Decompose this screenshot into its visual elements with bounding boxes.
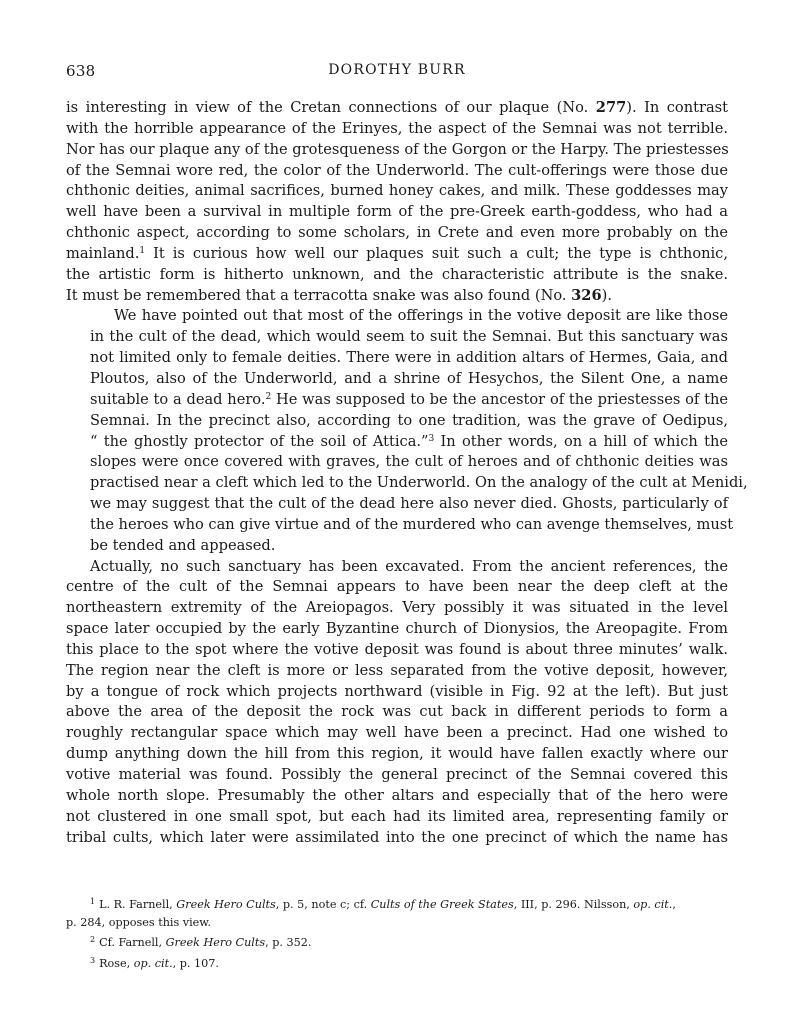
page-header	[66, 62, 728, 84]
footnotes	[66, 893, 728, 972]
text-line: well have been a survival in multiple form of the pre-Greek earth-goddess, who had a	[66, 203, 728, 221]
footnote-1-continued: p. 284, opposes this view.	[66, 915, 212, 929]
text-line: dump anything down the hill from this region, it would have fallen exactly where our	[66, 745, 728, 763]
text-line: Nor has our plaque any of the grotesqueness of the Gorgon or the Harpy. The priestesses	[66, 140, 729, 158]
text-line: this place to the spot where the votive deposit was found is about three minutes’ walk.	[66, 640, 728, 658]
text-line: Actually, no such sanctuary has been excavated. From the ancient references, the	[90, 557, 728, 575]
text-line: northeastern extremity of the Areiopagos. Very possibly it was situated in the level	[66, 599, 728, 617]
text-line: mainland.$^1$ It is curious how well our plaques suit such a cult; the type is chthonic,	[66, 244, 728, 262]
footnote-ref[interactable]: 3	[428, 433, 435, 444]
footnote-2: $^2$ Cf. Farnell, Greek Hero Cults, p. 352.	[90, 935, 312, 949]
footnote-1: $^1$ L. R. Farnell, Greek Hero Cults, p. 5, note c; cf. Cults of the Greek States, III, p. 296. Nilsson, op. cit.,	[90, 897, 676, 911]
text-line: practised near a cleft which led to the Underworld. On the analogy of the cult at Menidi,	[90, 474, 748, 492]
text-line: we may suggest that the cult of the dead here also never died. Ghosts, particularly of	[90, 495, 728, 513]
text-line: not limited only to female deities. There were in addition altars of Hermes, Gaia, and	[90, 349, 728, 367]
text-line: the heroes who can give virtue and of the murdered who can avenge themselves, must	[90, 515, 734, 533]
text-line: The region near the cleft is more or less separated from the votive deposit, however,	[66, 661, 728, 679]
text-line: suitable to a dead hero.$^2$ He was supposed to be the ancestor of the priestesses of the	[90, 390, 728, 408]
text-line: votive material was found. Possibly the general precinct of the Semnai covered this	[66, 766, 728, 783]
text-line: in the cult of the dead, which would seem to suit the Semnai. But this sanctuary was	[90, 328, 728, 346]
text-line: above the area of the deposit the rock was cut back in different periods to form a	[66, 703, 728, 721]
footnote-ref[interactable]: 1	[139, 245, 146, 256]
text-line: We have pointed out that most of the offerings in the votive deposit are like those	[114, 307, 728, 325]
text-line: by a tongue of rock which projects northward (visible in Fig. 92 at the left). But just	[66, 682, 728, 700]
footnote-ref[interactable]: 2	[265, 391, 272, 402]
text-line: space later occupied by the early Byzantine church of Dionysios, the Areopagite. From	[66, 620, 728, 638]
text-line: be tended and appeased.	[90, 536, 276, 554]
paragraph-3	[66, 557, 728, 849]
text-line: slopes were once covered with graves, the cult of heroes and of chthonic deities was	[90, 453, 728, 471]
body-text	[66, 98, 748, 848]
page-number: 638	[66, 62, 96, 80]
text-line: chthonic aspect, according to some scholars, in Crete and even more probably on the	[66, 224, 728, 242]
text-line: chthonic deities, animal sacrifices, burned honey cakes, and milk. These goddesses may	[66, 182, 728, 200]
text-line: is interesting in view of the Cretan connections of our plaque (No. 277). In contrast	[66, 99, 729, 116]
text-line: “ the ghostly protector of the soil of Attica.”$^3$ In other words, on a hill of which the	[90, 432, 728, 450]
text-line: of the Semnai wore red, the color of the Underworld. The cult-offerings were those due	[66, 161, 728, 179]
running-head: DOROTHY BURR	[328, 62, 466, 78]
text-line: not clustered in one small spot, but each had its limited area, representing family or	[66, 807, 728, 825]
text-line: centre of the cult of the Semnai appears to have been near the deep cleft at the	[66, 578, 728, 596]
footnote-3: $^3$ Rose, op. cit., p. 107.	[90, 955, 219, 970]
text-line: It must be remembered that a terracotta snake was also found (No. 326).	[66, 286, 612, 304]
text-line: tribal cults, which later were assimilated into the one precinct of which the name has	[66, 828, 728, 846]
paragraph-1	[66, 98, 728, 306]
text-line: with the horrible appearance of the Erinyes, the aspect of the Semnai was not terrible.	[66, 119, 728, 137]
text-line: Semnai. In the precinct also, according to one tradition, was the grave of Oedipus,	[90, 411, 728, 429]
text-line: the artistic form is hitherto unknown, and the characteristic attribute is the snake.	[66, 265, 728, 283]
text-line: whole north slope. Presumably the other altars and especially that of the hero were	[66, 786, 728, 804]
text-line: roughly rectangular space which may well have been a precinct. Had one wished to	[66, 724, 728, 742]
paragraph-2	[66, 306, 748, 556]
text-line: Ploutos, also of the Underworld, and a shrine of Hesychos, the Silent One, a name	[90, 369, 728, 387]
